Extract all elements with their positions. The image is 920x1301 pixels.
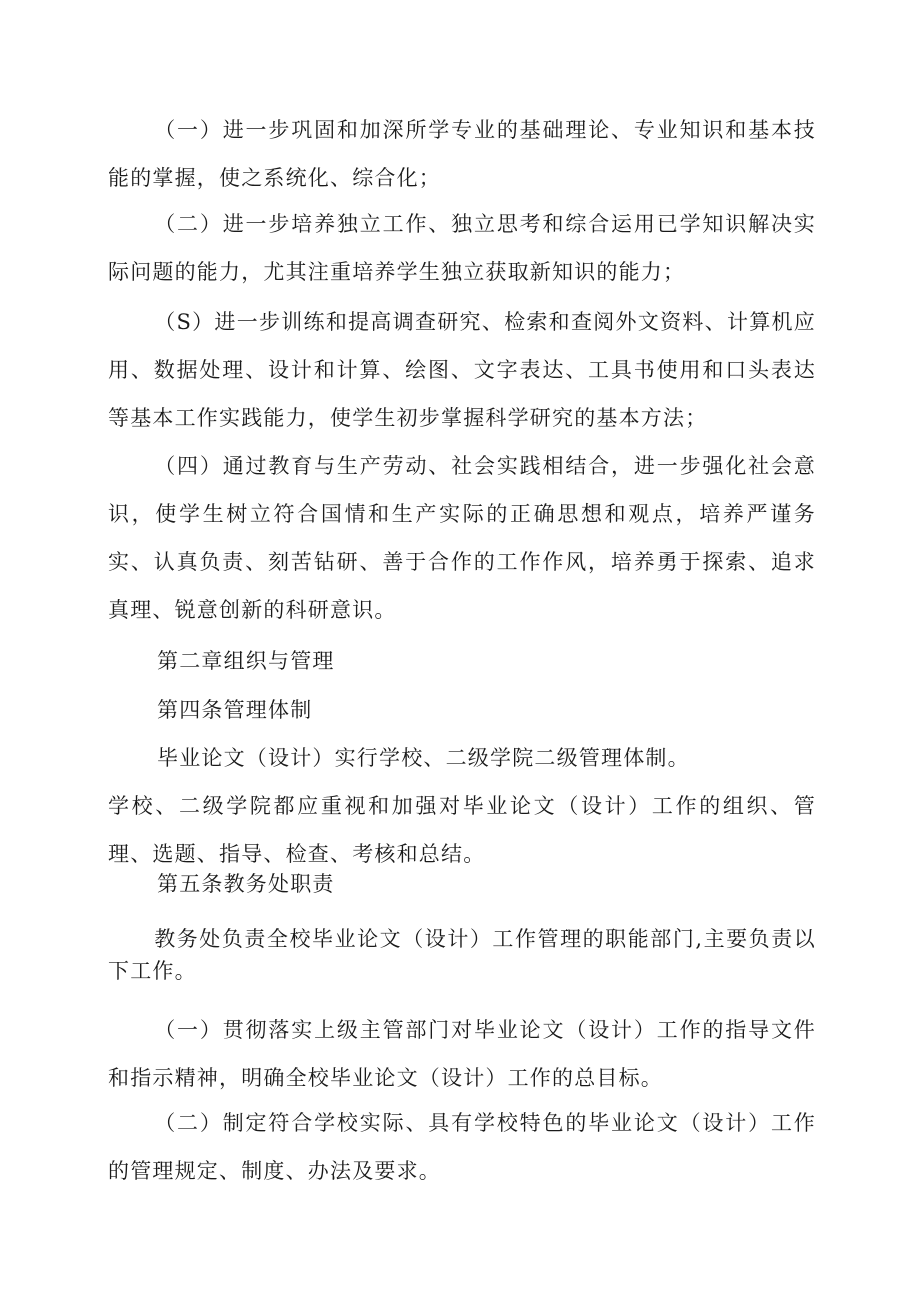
paragraph-organization: 学校、二级学院都应重视和加强对毕业论文（设计）工作的组织、管理、选题、指导、检查、考核和总结。 [108, 794, 816, 866]
paragraph-management-system: 毕业论文（设计）实行学校、二级学院二级管理体制。 [157, 746, 690, 770]
paragraph-objective-4: （四）通过教育与生产劳动、社会实践相结合，进一步强化社会意识，使学生树立符合国情和生产实际的正确思想和观点，培养严谨务实、认真负责、刻苦钻研、善于合作的工作作风，培养勇于探索、追求真理、锐意创新的科研意识。 [108, 454, 816, 622]
paragraph-objective-3: （S）进一步训练和提高调查研究、检索和查阅外文资料、计算机应用、数据处理、设计和计算、绘图、文字表达、工具书使用和口头表达等基本工作实践能力，使学生初步掌握科学研究的基本方法； [108, 310, 816, 430]
chapter-heading: 第二章组织与管理 [157, 649, 335, 673]
article-5-heading: 第五条教务处职责 [157, 872, 335, 896]
paragraph-academic-affairs: 教务处负责全校毕业论文（设计）工作管理的职能部门,主要负责以下工作。 [108, 927, 816, 983]
article-4-heading: 第四条管理体制 [157, 698, 313, 722]
paragraph-duty-1: （一）贯彻落实上级主管部门对毕业论文（设计）工作的指导文件和指示精神，明确全校毕业论文（设计）工作的总目标。 [108, 1018, 816, 1090]
paragraph-objective-1: （一）进一步巩固和加深所学专业的基础理论、专业知识和基本技能的掌握，使之系统化、综合化； [108, 118, 816, 190]
paragraph-objective-2: （二）进一步培养独立工作、独立思考和综合运用已学知识解决实际问题的能力，尤其注重培养学生独立获取新知识的能力； [108, 212, 816, 284]
paragraph-duty-2: （二）制定符合学校实际、具有学校特色的毕业论文（设计）工作的管理规定、制度、办法及要求。 [108, 1111, 816, 1183]
